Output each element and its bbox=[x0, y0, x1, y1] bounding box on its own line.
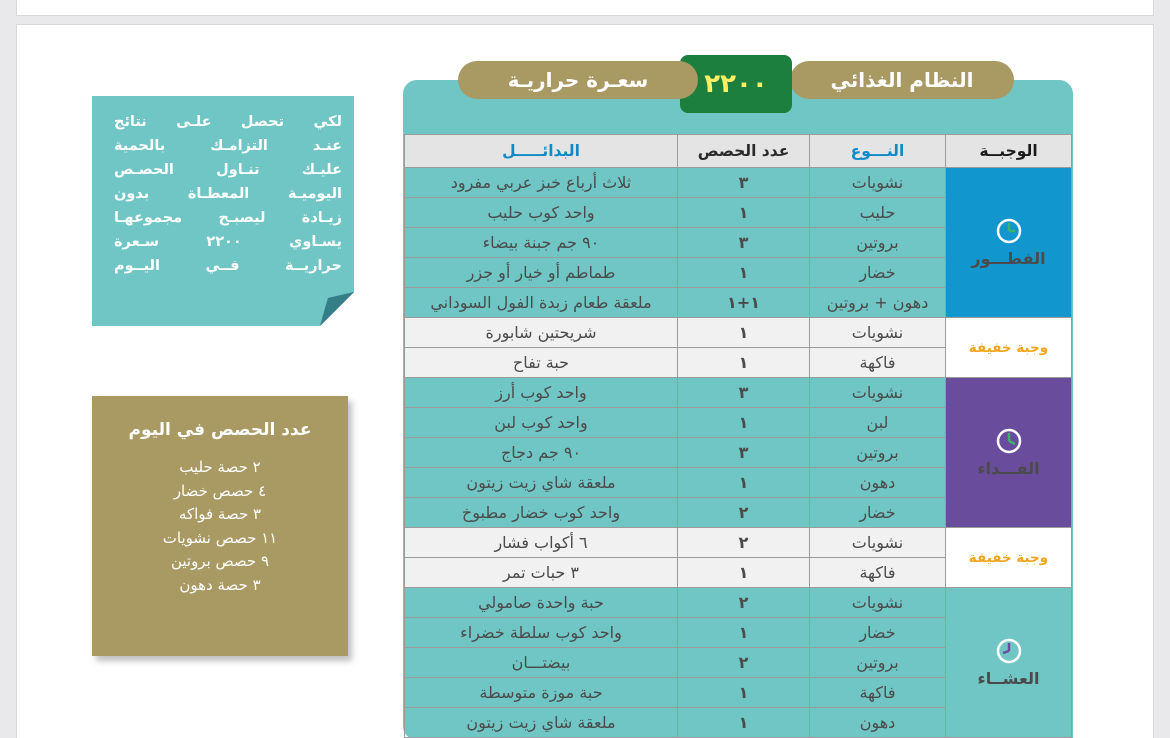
cell-count: ٢ bbox=[678, 528, 810, 558]
portion-item: ٣ حصة فواكه bbox=[178, 505, 262, 523]
table-header-row bbox=[405, 135, 1072, 168]
cell-alternative: حبة تفاح bbox=[405, 348, 678, 378]
portion-item: ٢ حصة حليب bbox=[179, 458, 261, 476]
meal-lunch bbox=[946, 378, 1072, 528]
cell-type: نشويات bbox=[810, 528, 946, 558]
cell-type: بروتين bbox=[810, 228, 946, 258]
cell-alternative: حبة موزة متوسطة bbox=[405, 678, 678, 708]
meal-snack-1: وجبة خفيفة bbox=[946, 318, 1072, 378]
diet-label: النظام الغذائي bbox=[790, 61, 1014, 99]
cell-type: فاكهة bbox=[810, 678, 946, 708]
cell-type: حليب bbox=[810, 198, 946, 228]
portion-item: ٣ حصة دهون bbox=[179, 575, 261, 594]
cell-count: ٢ bbox=[678, 648, 810, 678]
cell-count: ٢ bbox=[678, 498, 810, 528]
portion-item: ٩ حصص بروتين bbox=[170, 552, 270, 570]
cell-alternative: حبة واحدة صامولي bbox=[405, 588, 678, 618]
clock-icon bbox=[995, 217, 1023, 245]
cell-count: ١ bbox=[678, 258, 810, 288]
note-text bbox=[114, 110, 342, 278]
cell-type: دهون + بروتين bbox=[810, 288, 946, 318]
meal-snack-2: وجبة خفيفة bbox=[946, 528, 1072, 588]
cell-type: نشويات bbox=[810, 318, 946, 348]
table-row bbox=[405, 528, 1072, 558]
cell-alternative: طماطم أو خيار أو جزر bbox=[405, 258, 678, 288]
table-row bbox=[405, 318, 1072, 348]
meal-label: الفـــداء bbox=[977, 459, 1040, 478]
cell-alternative: بيضتـــان bbox=[405, 648, 678, 678]
cell-type: نشويات bbox=[810, 378, 946, 408]
cell-count: ١ bbox=[678, 348, 810, 378]
diet-header bbox=[458, 55, 1014, 113]
clock-icon bbox=[995, 637, 1023, 665]
cell-count: ٣ bbox=[678, 228, 810, 258]
cell-type: نشويات bbox=[810, 588, 946, 618]
portions-list bbox=[92, 456, 348, 597]
cell-type: دهون bbox=[810, 708, 946, 738]
cell-count: ١ bbox=[678, 408, 810, 438]
calories-value: ٢٢٠٠ bbox=[680, 55, 792, 113]
cell-type: خضار bbox=[810, 618, 946, 648]
daily-portions-box bbox=[92, 396, 348, 656]
cell-alternative: ملعقة طعام زبدة الفول السوداني bbox=[405, 288, 678, 318]
cell-alternative: واحد كوب حليب bbox=[405, 198, 678, 228]
diet-table bbox=[404, 134, 1072, 738]
note-line: زيـادة ليصبـح مجموعهـا bbox=[114, 210, 342, 226]
cell-count: ٣ bbox=[678, 168, 810, 198]
cell-type: خضار bbox=[810, 498, 946, 528]
cell-alternative: ثلاث أرباع خبز عربي مفرود bbox=[405, 168, 678, 198]
cell-alternative: واحد كوب أرز bbox=[405, 378, 678, 408]
cell-alternative: ٩٠ جم جبنة بيضاء bbox=[405, 228, 678, 258]
cell-alternative: شريحتين شابورة bbox=[405, 318, 678, 348]
cell-type: بروتين bbox=[810, 438, 946, 468]
meal-label: العشــاء bbox=[977, 669, 1040, 688]
cell-type: لبن bbox=[810, 408, 946, 438]
clock-icon bbox=[995, 427, 1023, 455]
cell-count: ١ bbox=[678, 318, 810, 348]
col-count: عدد الحصص bbox=[678, 135, 810, 168]
cell-type: بروتين bbox=[810, 648, 946, 678]
cell-alternative: ملعقة شاي زيت زيتون bbox=[405, 708, 678, 738]
col-type: النـــوع bbox=[810, 135, 946, 168]
cell-count: ١ bbox=[678, 468, 810, 498]
cell-count: ١ bbox=[678, 198, 810, 228]
cell-count: ٢ bbox=[678, 588, 810, 618]
note-line: حراريــة فــي اليــوم bbox=[114, 258, 342, 274]
cell-type: دهون bbox=[810, 468, 946, 498]
meal-breakfast bbox=[946, 168, 1072, 318]
col-meal: الوجبــة bbox=[946, 135, 1072, 168]
portion-item: ٤ حصص خضار bbox=[173, 481, 267, 500]
note-line: عليـك تنـاول الحصـص bbox=[114, 162, 342, 178]
meal-label: الفطـــور bbox=[971, 249, 1046, 268]
cell-alternative: واحد كوب سلطة خضراء bbox=[405, 618, 678, 648]
note-line: اليوميـة المعطـاة بدون bbox=[114, 186, 342, 202]
cell-alternative: واحد كوب لبن bbox=[405, 408, 678, 438]
cell-type: خضار bbox=[810, 258, 946, 288]
info-sticky-note bbox=[92, 96, 356, 328]
table-row bbox=[405, 378, 1072, 408]
cell-type: فاكهة bbox=[810, 348, 946, 378]
cell-count: ١ bbox=[678, 558, 810, 588]
portion-item: ١١ حصص نشويات bbox=[162, 528, 278, 547]
portions-title: عدد الحصص في اليوم bbox=[128, 420, 312, 440]
cell-alternative: ٦ أكواب فشار bbox=[405, 528, 678, 558]
note-line: عنـد التزامـك بالحمية bbox=[114, 138, 342, 154]
cell-type: فاكهة bbox=[810, 558, 946, 588]
note-line: لكي تحصل علـى نتائج bbox=[114, 114, 342, 130]
cell-count: ١ bbox=[678, 678, 810, 708]
cell-count: ١ bbox=[678, 708, 810, 738]
table-row bbox=[405, 168, 1072, 198]
cell-count: ٣ bbox=[678, 378, 810, 408]
table-row bbox=[405, 588, 1072, 618]
cell-count: ١+١ bbox=[678, 288, 810, 318]
cell-alternative: ٩٠ جم دجاج bbox=[405, 438, 678, 468]
cell-count: ٣ bbox=[678, 438, 810, 468]
calories-label: سعـرة حراريـة bbox=[458, 61, 698, 99]
col-alternatives: البدائـــــل bbox=[405, 135, 678, 168]
cell-type: نشويات bbox=[810, 168, 946, 198]
cell-alternative: واحد كوب خضار مطبوخ bbox=[405, 498, 678, 528]
cell-alternative: ملعقة شاي زيت زيتون bbox=[405, 468, 678, 498]
note-line: يسـاوي ٢٢٠٠ سـعرة bbox=[114, 234, 343, 250]
meal-dinner bbox=[946, 588, 1072, 738]
previous-page-edge bbox=[16, 0, 1154, 16]
cell-count: ١ bbox=[678, 618, 810, 648]
cell-alternative: ٣ حبات تمر bbox=[405, 558, 678, 588]
